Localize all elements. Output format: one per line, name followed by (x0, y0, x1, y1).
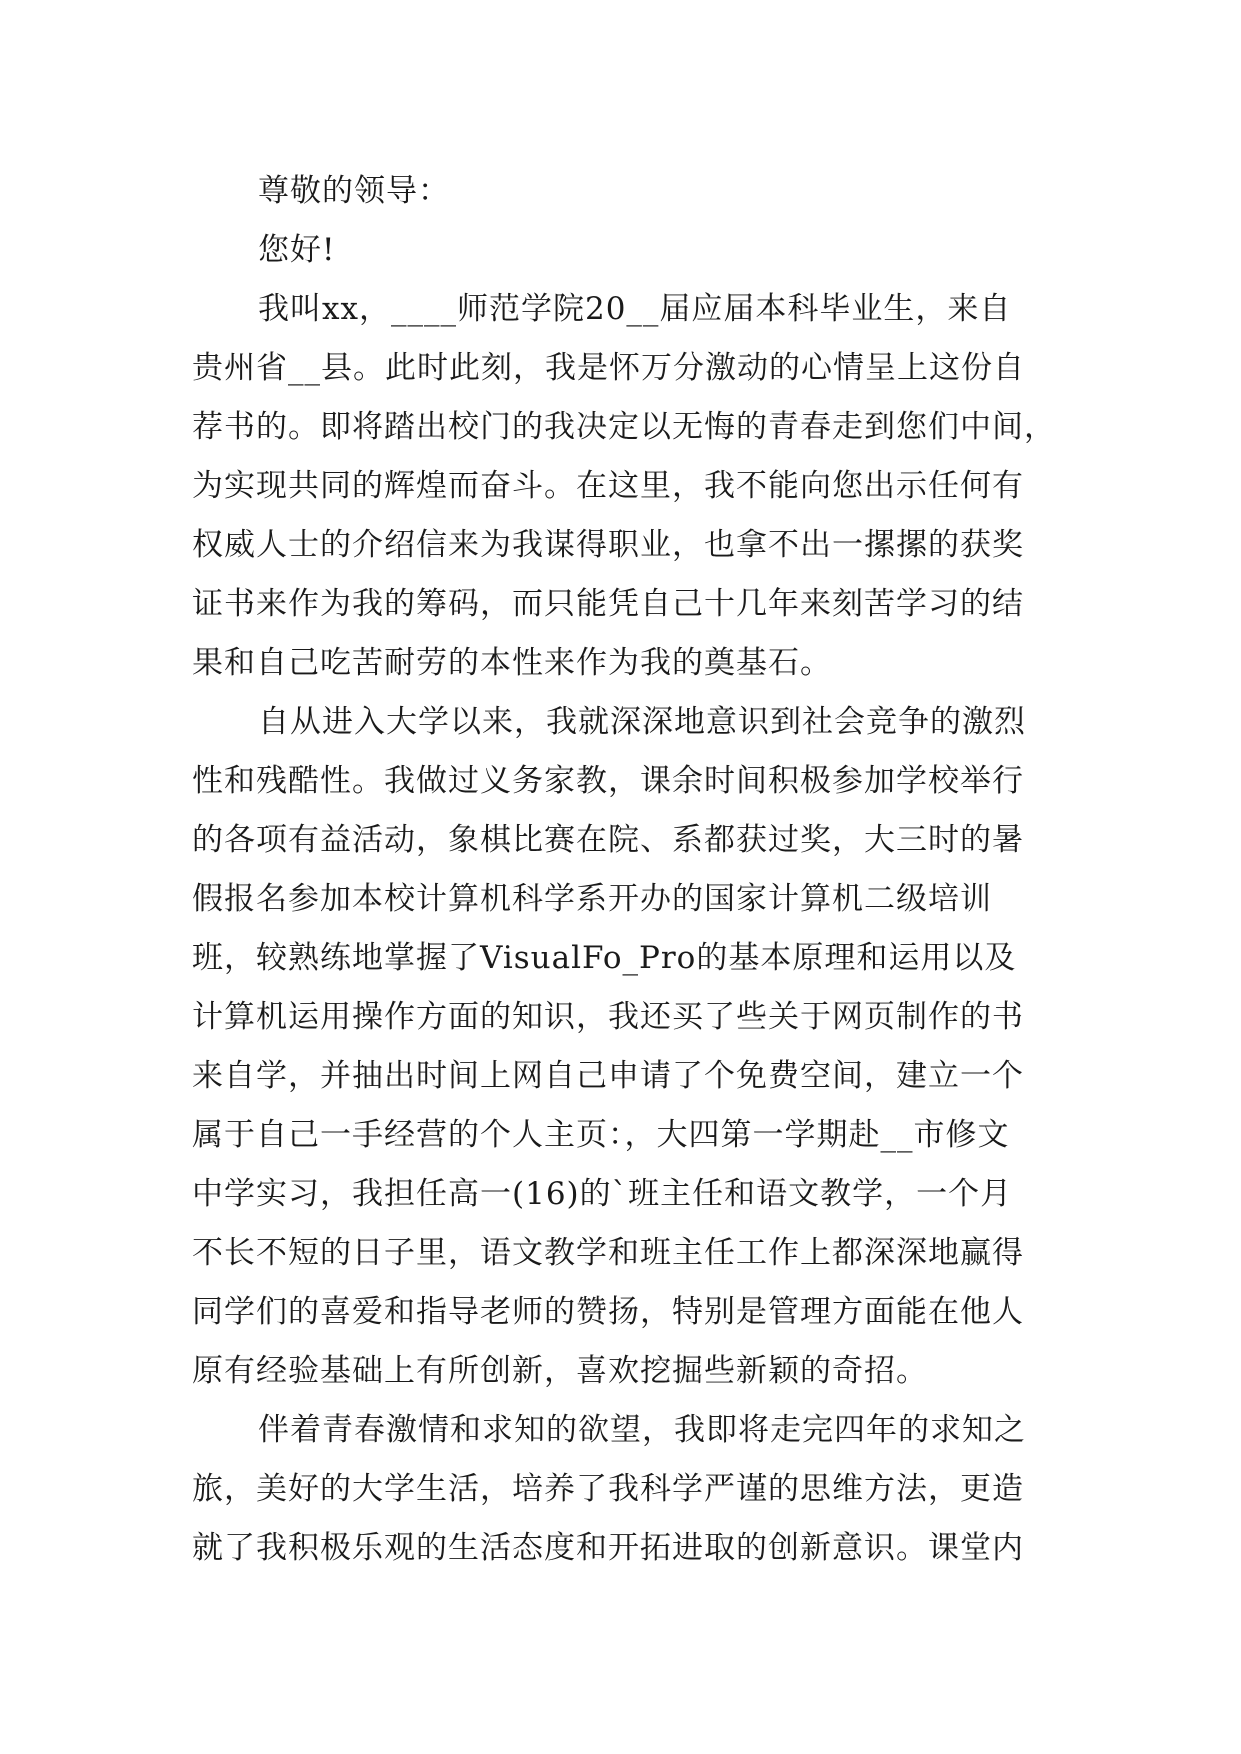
paragraph-line: 属于自己一手经营的个人主页：，大四第一学期赴__市修文 (192, 1117, 1010, 1153)
paragraph-line: 原有经验基础上有所创新，喜欢挖掘些新颖的奇招。 (192, 1353, 928, 1389)
salutation: 尊敬的领导： (258, 173, 450, 209)
paragraph-line: 的各项有益活动，象棋比赛在院、系都获过奖，大三时的暑 (192, 822, 1024, 858)
paragraph-1 (192, 280, 1056, 693)
paragraph-line: 权威人士的介绍信来为我谋得职业，也拿不出一摞摞的获奖 (192, 527, 1024, 563)
paragraph-line: 来自学，并抽出时间上网自己申请了个免费空间，建立一个 (192, 1058, 1024, 1094)
paragraph-line: 我叫xx，____师范学院20__届应届本科毕业生，来自 (258, 291, 1012, 327)
paragraph-line: 就了我积极乐观的生活态度和开拓进取的创新意识。课堂内 (192, 1530, 1024, 1566)
paragraph-line: 为实现共同的辉煌而奋斗。在这里，我不能向您出示任何有 (192, 468, 1024, 504)
paragraph-2 (192, 693, 1052, 1401)
paragraph-line: 贵州省__县。此时此刻，我是怀万分激动的心情呈上这份自 (192, 350, 1025, 386)
paragraph-line: 自从进入大学以来，我就深深地意识到社会竞争的激烈 (258, 704, 1026, 740)
paragraph-line: 班，较熟练地掌握了VisualFo_Pro的基本原理和运用以及 (192, 940, 1017, 976)
paragraph-line: 伴着青春激情和求知的欲望，我即将走完四年的求知之 (258, 1412, 1026, 1448)
paragraph-line: 性和残酷性。我做过义务家教，课余时间积极参加学校举行 (192, 763, 1024, 799)
paragraph-line: 证书来作为我的筹码，而只能凭自己十几年来刻苦学习的结 (192, 586, 1024, 622)
paragraph-3 (192, 1401, 1052, 1578)
paragraph-line: 同学们的喜爱和指导老师的赞扬，特别是管理方面能在他人 (192, 1294, 1024, 1330)
greeting: 您好! (258, 232, 336, 268)
paragraph-line: 果和自己吃苦耐劳的本性来作为我的奠基石。 (192, 645, 832, 681)
paragraph-line: 荐书的。即将踏出校门的我决定以无悔的青春走到您们中间， (192, 409, 1056, 445)
paragraph-line: 假报名参加本校计算机科学系开办的国家计算机二级培训 (192, 881, 992, 917)
paragraph-line: 旅，美好的大学生活，培养了我科学严谨的思维方法，更造 (192, 1471, 1024, 1507)
letter-body (192, 162, 1056, 1578)
paragraph-line: 中学实习，我担任高一(16)的`班主任和语文教学，一个月 (192, 1176, 1013, 1212)
paragraph-line: 不长不短的日子里，语文教学和班主任工作上都深深地赢得 (192, 1235, 1024, 1271)
paragraph-line: 计算机运用操作方面的知识，我还买了些关于网页制作的书 (192, 999, 1024, 1035)
